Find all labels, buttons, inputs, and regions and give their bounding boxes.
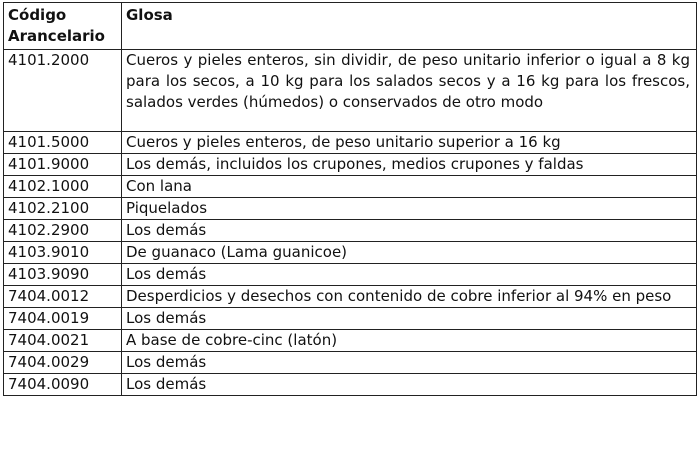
table-row [4, 50, 697, 132]
table-row [4, 352, 697, 374]
cell-glosa: Los demás, incluidos los crupones, medios crupones y faldas [122, 154, 697, 176]
table-row [4, 286, 697, 308]
table-row [4, 242, 697, 264]
cell-codigo: 4103.9090 [4, 264, 122, 286]
cell-glosa: De guanaco (Lama guanicoe) [122, 242, 697, 264]
cell-codigo: 7404.0019 [4, 308, 122, 330]
cell-glosa: Los demás [122, 352, 697, 374]
cell-glosa: A base de cobre-cinc (latón) [122, 330, 697, 352]
cell-glosa: Cueros y pieles enteros, de peso unitario superior a 16 kg [122, 132, 697, 154]
table-row [4, 374, 697, 396]
cell-glosa: Los demás [122, 220, 697, 242]
table-row [4, 264, 697, 286]
cell-codigo: 7404.0012 [4, 286, 122, 308]
cell-glosa: Desperdicios y desechos con contenido de cobre inferior al 94% en peso [122, 286, 697, 308]
cell-codigo: 7404.0021 [4, 330, 122, 352]
table-row [4, 330, 697, 352]
header-glosa: Glosa [122, 3, 697, 50]
tariff-table [3, 2, 697, 396]
table-row [4, 176, 697, 198]
header-codigo-arancelario: Código Arancelario [4, 3, 122, 50]
cell-glosa: Cueros y pieles enteros, sin dividir, de peso unitario inferior o igual a 8 kg para los secos, a 10 kg para los salados secos y a 16 kg para los frescos, salados verdes (húmedos) o conservados de otro modo [122, 50, 697, 132]
cell-glosa: Los demás [122, 308, 697, 330]
cell-codigo: 4101.5000 [4, 132, 122, 154]
cell-glosa: Los demás [122, 374, 697, 396]
cell-codigo: 7404.0090 [4, 374, 122, 396]
table-row [4, 198, 697, 220]
cell-codigo: 7404.0029 [4, 352, 122, 374]
table-row [4, 220, 697, 242]
cell-codigo: 4103.9010 [4, 242, 122, 264]
cell-glosa: Los demás [122, 264, 697, 286]
cell-glosa: Piquelados [122, 198, 697, 220]
tariff-table-container [3, 2, 697, 396]
table-body [4, 50, 697, 396]
table-row [4, 132, 697, 154]
table-row [4, 154, 697, 176]
cell-codigo: 4101.9000 [4, 154, 122, 176]
table-header-row [4, 3, 697, 50]
cell-codigo: 4102.2900 [4, 220, 122, 242]
cell-codigo: 4102.1000 [4, 176, 122, 198]
cell-codigo: 4102.2100 [4, 198, 122, 220]
cell-codigo: 4101.2000 [4, 50, 122, 132]
table-row [4, 308, 697, 330]
cell-glosa: Con lana [122, 176, 697, 198]
